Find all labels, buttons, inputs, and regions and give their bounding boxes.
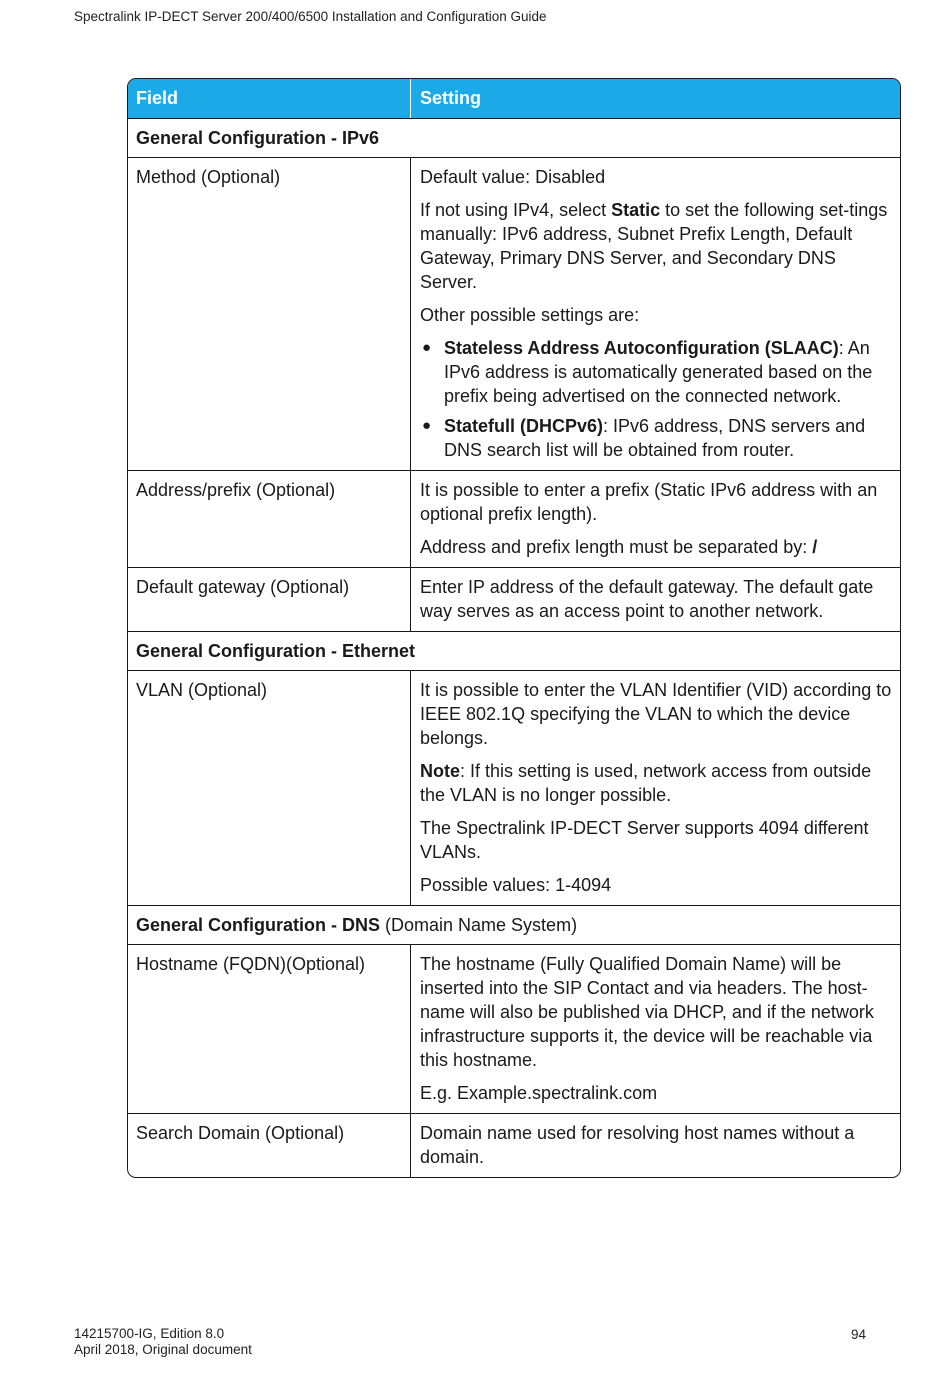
table-row-gateway (128, 567, 900, 631)
setting-text: It is possible to enter a prefix (Static IPv6 address with an optional prefix length). (420, 480, 878, 524)
setting-cell (411, 158, 900, 470)
footer-date: April 2018, Original document (74, 1342, 252, 1357)
bullet-icon: ● (422, 417, 432, 434)
setting-text: Address and prefix length must be separated by: / (420, 537, 818, 557)
column-header-setting: Setting (420, 88, 481, 108)
field-cell: VLAN (Optional) (128, 671, 411, 905)
settings-table (127, 78, 901, 1178)
setting-text: Enter IP address of the default gateway. The default gate way serves as an access point to another network. (420, 577, 874, 621)
setting-cell (411, 568, 900, 631)
setting-text: Note: If this setting is used, network access from outside the VLAN is no longer possible. (420, 761, 872, 805)
setting-text: The hostname (Fully Qualified Domain Name) will be inserted into the SIP Contact and via headers. The host-name will also be published via DHCP, and if the network infrastructure supports it, the device will be reachable via this hostname. (420, 954, 874, 1070)
setting-cell (411, 671, 900, 905)
running-header: Spectralink IP-DECT Server 200/400/6500 Installation and Configuration Guide (74, 9, 547, 24)
setting-text: E.g. Example.spectralink.com (420, 1083, 658, 1103)
section-heading-ipv6: General Configuration - IPv6 (128, 118, 900, 157)
footer-doc-id: 14215700-IG, Edition 8.0 (74, 1326, 225, 1341)
setting-text: It is possible to enter the VLAN Identifier (VID) according to IEEE 802.1Q specifying the VLAN to which the device belongs. (420, 680, 892, 748)
table-row-hostname (128, 944, 900, 1113)
table-row-search-domain (128, 1113, 900, 1177)
setting-text: Domain name used for resolving host names without a domain. (420, 1123, 855, 1167)
field-cell: Address/prefix (Optional) (128, 471, 411, 567)
setting-cell (411, 471, 900, 567)
setting-text: If not using IPv4, select Static to set the following set-tings manually: IPv6 address, Subnet Prefix Length, Default Gateway, Primary DNS Server, and Secondary DNS Server. (420, 200, 888, 292)
options-list (420, 336, 894, 462)
setting-cell (411, 1114, 900, 1177)
section-heading-dns: General Configuration - DNS (Domain Name System) (128, 905, 900, 944)
list-item: ● Statefull (DHCPv6): IPv6 address, DNS servers and DNS search list will be obtained from router. (422, 416, 866, 460)
table-row-method (128, 157, 900, 470)
setting-text: Possible values: 1-4094 (420, 875, 612, 895)
field-cell: Method (Optional) (128, 158, 411, 470)
setting-cell (411, 945, 900, 1113)
field-cell: Default gateway (Optional) (128, 568, 411, 631)
page-number: 94 (851, 1327, 867, 1342)
setting-text: Other possible settings are: (420, 305, 640, 325)
section-heading-ethernet: General Configuration - Ethernet (128, 631, 900, 670)
table-row-address (128, 470, 900, 567)
column-header-field: Field (128, 79, 411, 118)
setting-text: The Spectralink IP-DECT Server supports 4094 different VLANs. (420, 818, 869, 862)
field-cell: Search Domain (Optional) (128, 1114, 411, 1177)
table-row-vlan (128, 670, 900, 905)
footer-doc-info (74, 1326, 252, 1358)
bullet-icon: ● (422, 339, 432, 356)
setting-text: Default value: Disabled (420, 167, 606, 187)
field-cell: Hostname (FQDN)(Optional) (128, 945, 411, 1113)
table-header-row (128, 79, 900, 118)
list-item: ● Stateless Address Autoconfiguration (SLAAC): An IPv6 address is automatically generated based on the prefix being advertised on the connected network. (422, 338, 873, 406)
